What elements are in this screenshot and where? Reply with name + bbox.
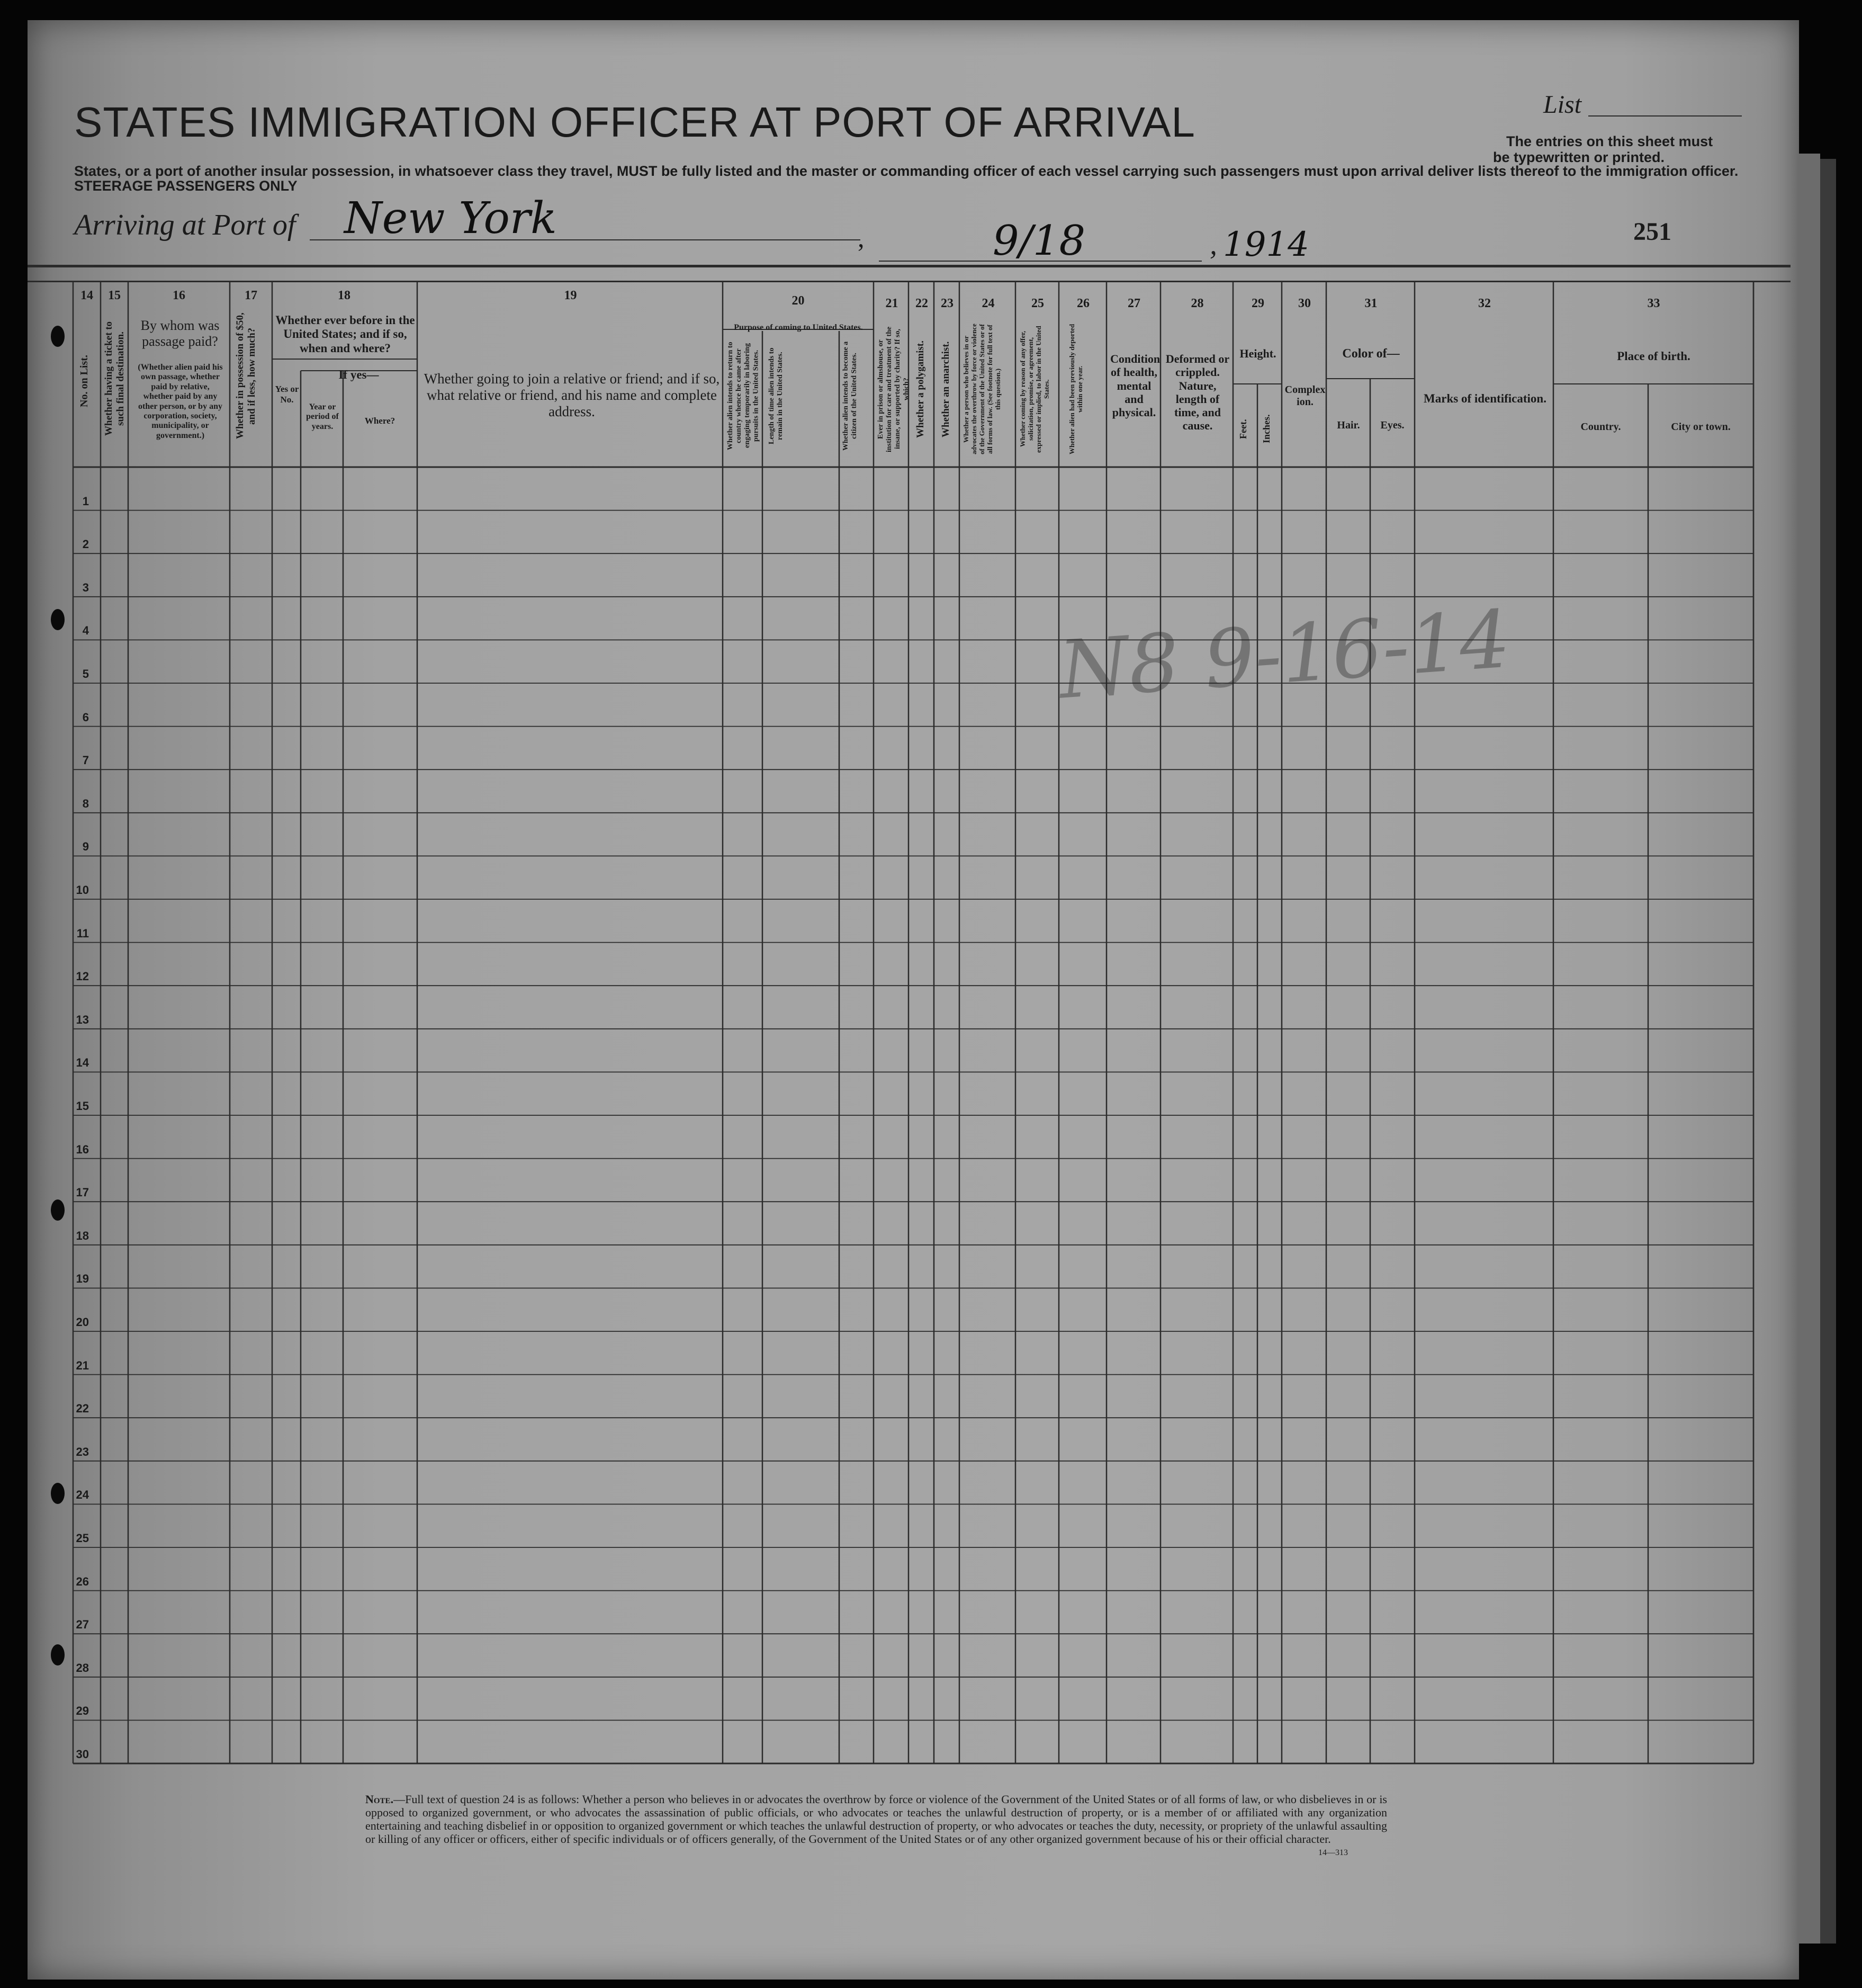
row-number: 6 (82, 710, 89, 724)
list-label: List (1543, 91, 1582, 119)
col-31-hair: Hair. (1337, 419, 1360, 431)
row-number: 25 (76, 1532, 89, 1545)
list-number-rule (1588, 115, 1742, 117)
footer-note-text: —Full text of question 24 is as follows: Whether a person who believes in or advocates the overthrow by force or violence of the Government of the United States or of all forms of law, or who disbelieves in or is opposed to organized government, or who advocates the assassination of public officials, or who advocates or teaches the unlawful destruction of property, or is a member of or affiliated with any organization entertaining and teaching disbelief in or opposition to organized government or which teaches the unlawful destruction of property, or who advocates or teaches the duty, necessity, or propriety of the unlawful assaulting or killing of any officer or officers, either of specific individuals or of officers generally, of the Government of the United States or of any other organized government because of his or their official character. (365, 1793, 1387, 1846)
col-15-number: 15 (108, 289, 121, 302)
col-19-header: Whether going to join a relative or friend; and if so, what relative or friend, and his name and complete address. (424, 371, 720, 420)
margin-annotation: N8 9-16-14 (1056, 593, 1513, 717)
col-31-number: 31 (1364, 297, 1378, 310)
entries-note-line-1: The entries on this sheet must (1506, 133, 1713, 149)
col-22-header: Whether a polygamist. (915, 341, 926, 438)
col-32-number: 32 (1478, 297, 1491, 310)
col-33-country: Country. (1580, 421, 1621, 433)
col-20a-header: Whether alien intends to return to country whence he came after engaging temporarily in laboring pursuits in the United States. (726, 342, 760, 450)
col-18-years: Year or period of years. (306, 402, 339, 431)
col-27-number: 27 (1128, 297, 1140, 310)
col-31-eyes: Eyes. (1380, 419, 1405, 431)
col-28-number: 28 (1191, 297, 1204, 310)
col-22-number: 22 (915, 297, 928, 310)
col-33-city: City or town. (1671, 421, 1731, 433)
col-19-number: 19 (564, 289, 577, 302)
form-subtitle: States, or a port of another insular possession, in whatsoever class they travel, MUST be fully listed and the master or commanding officer of each vessel carrying such passengers must upon arrival deliver lists thereof to the immigration officer. (74, 163, 1739, 179)
col-16-number: 16 (173, 289, 185, 302)
col-17-header: Whether in possession of $50, and if less, how much? (235, 312, 257, 440)
footer-note (365, 1793, 1387, 1846)
row-number: 27 (76, 1618, 89, 1632)
arriving-label: Arriving at Port of (74, 209, 296, 241)
col-18-number: 18 (338, 289, 350, 302)
row-number: 29 (76, 1704, 89, 1718)
row-number: 12 (76, 970, 89, 983)
col-16-subheader: (Whether alien paid his own passage, whether paid by relative, whether paid by any other person, or by any corporation, society, municipality, or government.) (138, 363, 223, 440)
row-number: 23 (76, 1445, 89, 1458)
steerage-label: STEERAGE PASSENGERS ONLY (74, 178, 298, 194)
row-number: 30 (76, 1748, 89, 1761)
col-21-number: 21 (885, 297, 898, 310)
col-23-header: Whether an anarchist. (940, 341, 951, 437)
col-20-header: Purpose of coming to United States. (734, 323, 863, 332)
sheet-number: 251 (1633, 218, 1671, 246)
punch-hole (51, 609, 65, 630)
punch-hole (51, 326, 65, 347)
row-number: 13 (76, 1013, 89, 1026)
row-number: 24 (76, 1488, 89, 1502)
punch-hole (51, 1644, 65, 1665)
col-20-number: 20 (791, 294, 805, 308)
row-number: 5 (82, 667, 89, 680)
row-number: 15 (76, 1099, 89, 1113)
row-number: 18 (76, 1229, 89, 1242)
header-top-rule (28, 265, 1791, 267)
row-number: 2 (82, 538, 89, 551)
col-26-number: 26 (1077, 297, 1090, 310)
col-18-where: Where? (364, 416, 395, 426)
col-20c-header: Whether alien intends to become a citizen of the United States. (842, 341, 859, 451)
row-number: 16 (76, 1142, 89, 1156)
col-21-header: Ever in prison or almshouse, or institution for care and treatment of the insane, or supported by charity? If so, which? (877, 326, 911, 452)
col-17-number: 17 (245, 289, 257, 302)
col-18-yes-no: Yes or No. (275, 384, 299, 405)
row-number: 10 (76, 883, 89, 897)
col-30-header: Complexion. (1284, 384, 1326, 408)
date-handwritten: 9/18 (993, 217, 1086, 265)
punch-hole (51, 1483, 65, 1504)
footer-note-label: Note. (365, 1793, 394, 1806)
col-24-header: Whether a person who believes in or advocates the overthrow by force or violence of the Government of the United States or of all forms of law. (See footnote for full text of this question.) (962, 324, 1002, 455)
year-handwritten: 1914 (1223, 225, 1309, 264)
port-handwritten: New York (344, 193, 557, 244)
col-24-number: 24 (982, 297, 995, 310)
col-25-number: 25 (1031, 297, 1044, 310)
comma-separator: , (1210, 228, 1217, 261)
form-title: STATES IMMIGRATION OFFICER AT PORT OF ARRIVAL (74, 98, 1195, 146)
row-number: 19 (76, 1272, 89, 1286)
col-23-number: 23 (941, 297, 954, 310)
comma-separator: , (858, 223, 865, 253)
page-edge-shadow (1799, 154, 1820, 1944)
col-18-if-yes: If yes— (338, 368, 379, 381)
row-number: 28 (76, 1661, 89, 1674)
col-20b-header: Length of time alien intends to remain in the United States. (768, 347, 785, 444)
col-29-inches: Inches. (1261, 414, 1272, 444)
col-32-header: Marks of identification. (1424, 392, 1546, 405)
row-number: 9 (82, 840, 89, 854)
row-number: 17 (76, 1186, 89, 1199)
col-28-header: Deformed or crippled. Nature, length of time, and cause. (1165, 352, 1230, 433)
col-14-header: No. on List. (78, 355, 90, 408)
row-number: 11 (76, 926, 89, 940)
col-27-header: Condition of health, mental and physical. (1110, 352, 1161, 419)
col-33-number: 33 (1647, 297, 1660, 310)
col-14-number: 14 (80, 289, 93, 302)
row-number: 26 (76, 1574, 89, 1588)
col-33-header: Place of birth. (1617, 350, 1690, 363)
col-15-header: Whether having a ticket to such final destination. (103, 321, 126, 436)
form-code: 14—313 (1318, 1848, 1348, 1857)
col-18-header: Whether ever before in the United States; and if so, when and where? (275, 314, 415, 355)
punch-hole (51, 1199, 65, 1221)
row-number: 1 (82, 494, 89, 508)
table-top-rule (28, 281, 1791, 282)
col-30-number: 30 (1298, 297, 1311, 310)
row-number: 4 (82, 624, 89, 638)
row-number: 14 (76, 1056, 89, 1070)
col-16-header: By whom was passage paid? (140, 318, 220, 349)
entries-note-line-2: be typewritten or printed. (1493, 149, 1665, 165)
col-26-header: Whether alien had been previously deported within one year. (1068, 324, 1084, 455)
row-number: 7 (82, 754, 89, 767)
page-edge-dark (1820, 159, 1836, 1944)
col-25-header: Whether coming by reason of any offer, solicitation, promise, or agreement, expressed or implied, to labor in the United States. (1019, 326, 1050, 453)
row-number: 8 (82, 796, 89, 810)
row-number: 20 (76, 1315, 89, 1329)
col-31-header: Color of— (1342, 347, 1400, 361)
row-number: 22 (76, 1402, 89, 1416)
col-29-feet: Feet. (1238, 419, 1248, 439)
col-29-number: 29 (1252, 297, 1264, 310)
row-number: 3 (82, 580, 89, 594)
col-29-header: Height. (1239, 347, 1276, 360)
row-number: 21 (76, 1358, 89, 1372)
